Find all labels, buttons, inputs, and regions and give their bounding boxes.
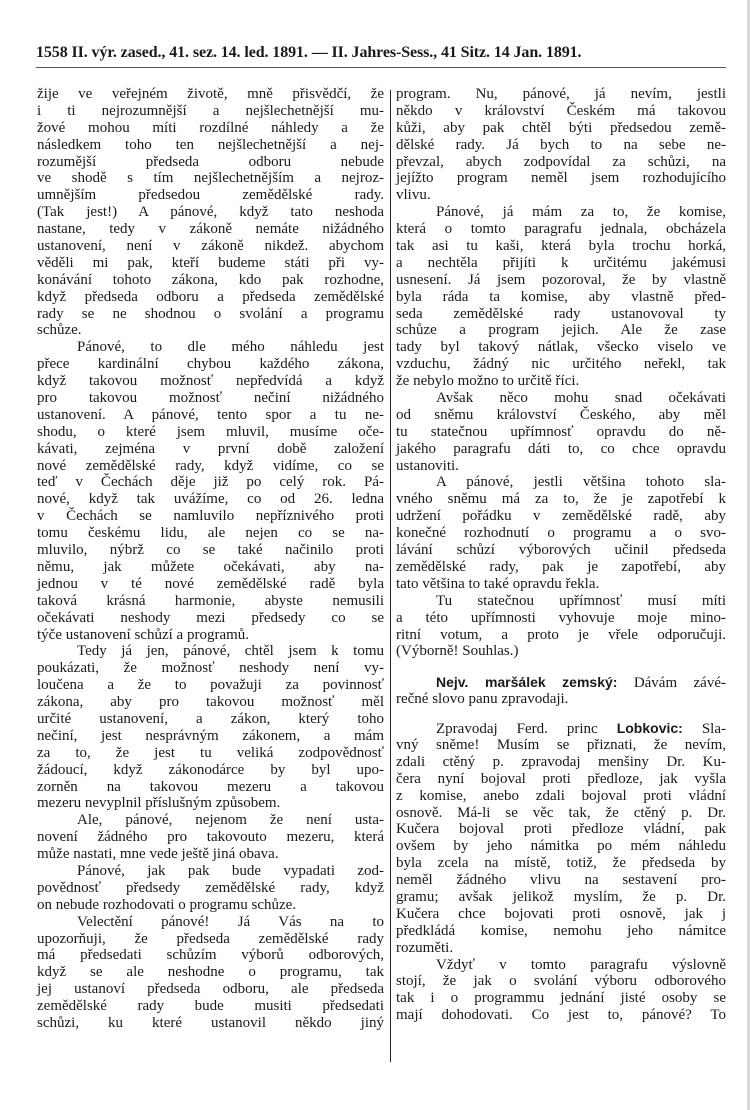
text-line: rečné slovo panu zpravodaji. [396, 691, 569, 708]
text-line: usnesení. Já jsem pozoroval, že by vlastně [396, 271, 726, 288]
text-line: vného sněmu má za to, že je zapotřebí k [396, 491, 726, 508]
paragraph [396, 957, 726, 1025]
text-line: udržení pořádku v zemědělské radě, aby [396, 508, 726, 525]
text-line: která o tomto paragrafu jednala, obcházela [396, 221, 726, 238]
speech-text: Sla- [682, 721, 726, 738]
paragraph [37, 812, 384, 863]
text-line: zemědělské rady bude musiti předsedati [37, 998, 384, 1015]
text-line: převzal, abych zodpovídal za schůzi, na [396, 153, 726, 170]
speaker-prefix: Zpravodaj Ferd. princ [436, 721, 617, 738]
text-line: taková krásná harmonie, abyste nemusili [37, 592, 384, 609]
text-line: lávání schůzí výborových učinil předseda [396, 542, 726, 559]
text-line: povědnosť předsedy zemědělské rady, když [37, 879, 384, 896]
speaker-name: Nejv. maršálek zemský: [436, 674, 618, 691]
text-line: v Čechách se namluvilo nepříznivého proti [37, 508, 384, 525]
text-line: tu statečnou upřímnosť opravdu do ně- [396, 423, 726, 440]
speaker-paragraph [396, 674, 726, 708]
paragraph [37, 643, 384, 812]
paragraph [37, 914, 384, 1032]
text-line: (Tak jest!) A pánové, když tato neshoda [37, 204, 384, 221]
text-line: rady se ne shodnou o svolání a programu [37, 305, 384, 322]
text-line: jakého paragrafu dáti to, co chce opravdu [396, 440, 726, 457]
text-line: žije ve veřejném životě, mně přisvědčí, že [37, 86, 384, 102]
text-line: předkládá komise, nemohu jeho námitce [396, 922, 726, 939]
text-line: upozorňuji, že předseda zemědělské rady [37, 930, 384, 947]
text-line: Pánové, jak pak bude vypadati zod- [77, 862, 384, 879]
paragraph [396, 86, 726, 204]
text-line: schůze. [37, 322, 82, 339]
text-line: A pánové, jestli většina tohoto sla- [436, 474, 726, 491]
text-line: Pánové, to dle mého náhledu jest [77, 339, 384, 356]
text-line: vlivu. [396, 187, 431, 204]
text-line: od sněmu království Českého, aby měl [396, 406, 726, 423]
header-rule [36, 67, 726, 68]
text-line: Kučera bojoval proti předloze vládní, pak [396, 821, 726, 838]
text-line: vzduchu, žádný nic určitého neřekl, tak [396, 356, 726, 373]
text-line: žádoucí, když zákonodárce by byl upo- [37, 761, 384, 778]
text-line: byla zcela na místě, totiž, že předseda by [396, 855, 726, 872]
paragraph [396, 390, 726, 474]
text-line: Tedy já jen, pánové, chtěl jsem k tomu [77, 643, 384, 660]
speech-text: Dávám závé- [617, 675, 726, 692]
text-line: že nebylo možno to určitě říci. [396, 373, 580, 390]
text-line: věděli mi pak, kteří budeme státi při vy- [37, 254, 384, 271]
text-line: němu, jak můžete očekávati, aby na- [37, 558, 384, 575]
text-line: když se ale neshodne o programu, tak [37, 964, 384, 981]
paragraph [396, 593, 726, 661]
text-line: nové zemědělské rady, když vidíme, co se [37, 457, 384, 474]
text-line: seda zemědělské rady ustanovoval ty [396, 305, 726, 322]
text-line: zdali ctěný p. zpravodaj menšiny Dr. Ku- [396, 753, 726, 770]
text-line: gramu; avšak jelikož myslím, že p. Dr. [396, 888, 726, 905]
text-line: Velectění pánové! Já Vás na to [77, 913, 384, 930]
text-line: tady byl takový nátlak, všecko viselo ve [396, 339, 726, 356]
text-line: rozuměti. [396, 939, 454, 956]
text-line: poukázati, že možnosť neshody není vy- [37, 660, 384, 677]
text-line: když předseda odboru a předseda zemědělské [37, 288, 384, 305]
text-line: ustanovení, není v zákoně nikdež. abychom [37, 238, 384, 255]
text-line: schůze a program jejich. Ale že zase [396, 322, 726, 339]
text-line: stojí, že jak o svolání výboru odborového [396, 973, 726, 990]
text-line: rozumější předseda odboru nebude [37, 153, 384, 170]
text-line: tato většina to také opravdu řekla. [396, 575, 600, 592]
text-line: žové mohou míti rozdílné náhledy a že [37, 119, 384, 136]
text-line: shodu, o které jsem mluvil, musíme oče- [37, 423, 384, 440]
text-line: Kučera chce bojovati proti osnově, jak j [396, 905, 726, 922]
text-line: Ale, pánové, nejenom že není usta- [77, 812, 384, 829]
text-line: někdo v království Českém má takovou [396, 102, 726, 119]
text-line: má předsedati schůzím výborů odborových, [37, 947, 384, 964]
paragraph [37, 339, 384, 643]
text-line: mají dohodovati. Co jest to, pánové? To [396, 1007, 726, 1024]
text-line: zorněn na takovou mezeru a takovou [37, 778, 384, 795]
text-line: schůzi, ku které ustanovil někdo jiný [37, 1014, 384, 1031]
text-line: Avšak něco mohu snad očekávati [436, 390, 726, 407]
column-divider [390, 90, 391, 1062]
text-line: ustanoviti. [396, 457, 459, 474]
text-line: když takovou možnosť nepředvídá a když [37, 373, 384, 390]
text-line: očekávati neshody mezi předsedy co se [37, 609, 384, 626]
text-line: přece kardinální chybou každého zákona, [37, 356, 384, 373]
text-line: určité ustanovení, a zákon, který toho [37, 710, 384, 727]
text-line: ve shodě s tím nejšlechetnějším a nejroz- [37, 170, 384, 187]
paragraph [396, 204, 726, 390]
text-line: Vždyť v tomto paragrafu výslovně [436, 956, 726, 973]
text-line: program. Nu, pánové, já nevím, jestli [396, 86, 726, 102]
text-line [396, 720, 726, 737]
text-line: tak i o programmu jednání jisté osoby se [396, 990, 726, 1007]
text-line: ustanovení. A pánové, tento spor a tu ne- [37, 406, 384, 423]
paragraph [396, 474, 726, 592]
text-line: tak asi tu kaši, která byla trochu horká, [396, 238, 726, 255]
speaker-paragraph [396, 720, 726, 956]
text-line: čera nyní bojoval proti předloze, jak vyšla [396, 770, 726, 787]
text-line: může nastati, mne vede ještě jiná obava. [37, 846, 279, 863]
text-line: za to, že jest tu veliká zodpovědnosť [37, 744, 384, 761]
text-line: loučena a že to považuji za povinnosť [37, 677, 384, 694]
text-line: ovšem by jeho námitka po mém náhledu [396, 838, 726, 855]
text-line: i ti nejrozumnější a nejšlechetnější mu- [37, 102, 384, 119]
text-line: mezeru nevyplnil příslušným způsobem. [37, 795, 281, 812]
text-line: zákona, aby pro takovou možnosť měl [37, 694, 384, 711]
text-line: konávání tohoto zákona, kdo pak rozhodne, [37, 271, 384, 288]
left-column [37, 86, 384, 1032]
page-header: 1558 II. výr. zased., 41. sez. 14. led. 1891. — II. Jahres-Sess., 41 Sitz. 14 Jan. 1891. [36, 44, 582, 61]
text-line: neměl žádného vlivu na sestavení pro- [396, 872, 726, 889]
text-line: jednou v té nové zemědělské radě byla [37, 575, 384, 592]
right-column [396, 86, 726, 1024]
speaker-name: Lobkovic: [616, 720, 683, 737]
text-line: konečné rozhodnutí o programu a o svo- [396, 525, 726, 542]
text-line: jej ustanoví předseda odboru, ale předseda [37, 981, 384, 998]
text-line: jejížto program neměl jsem rozhodujícího [396, 170, 726, 187]
text-line: zemědělské rady, pak je zapotřebí, aby [396, 558, 726, 575]
text-line: teď v Čechách děje již po celý rok. Pá- [37, 474, 384, 491]
text-line: kůži, aby pak chtěl býti předsedou země- [396, 119, 726, 136]
text-line: tomu českému lidu, ale nejen co se na- [37, 525, 384, 542]
text-line: on nebude rozhodovati o programu schůze. [37, 896, 297, 913]
text-line: novení žádného pro takovouto mezeru, která [37, 829, 384, 846]
text-line: Tu statečnou upřímnosť musí míti [436, 592, 726, 609]
text-line: umnějším předsedou zemědělské rady. [37, 187, 384, 204]
text-line: kávati, zejména v první době založení [37, 440, 384, 457]
text-line: osnově. Má-li se věc tak, že ctěný p. Dr. [396, 804, 726, 821]
text-line: ritní votum, a proto je vřele odporučuji. [396, 626, 726, 643]
text-line: z komise, anebo zdali bojoval proti vládní [396, 787, 726, 804]
text-line: pro takovou možnosť nečiní nižádného [37, 390, 384, 407]
text-line: nové, když tak uvážíme, co od 26. ledna [37, 491, 384, 508]
text-line: a této upřímnosti vyhovuje moje mino- [396, 609, 726, 626]
text-line: byla ráda ta komise, aby vlastně před- [396, 288, 726, 305]
text-line: týče ustanovení schůzí a programů. [37, 626, 250, 643]
text-line: mluvilo, nýbrž co se také načinilo proti [37, 542, 384, 559]
text-line: nastane, tedy v zákoně nemáte nižádného [37, 221, 384, 238]
text-line: vný sněme! Musím se přiznati, že nevím, [396, 736, 726, 753]
text-line: následkem toho ten nejšlechetnější a nej- [37, 136, 384, 153]
paragraph [37, 86, 384, 339]
text-line: (Výborně! Souhlas.) [396, 643, 519, 660]
text-line: Pánové, já mám za to, že komise, [436, 204, 726, 221]
paragraph [37, 863, 384, 914]
text-line: a nechtěla přijíti k určitému jakémusi [396, 254, 726, 271]
text-line: nečiní, jest nesprávným zákonem, a mám [37, 727, 384, 744]
text-line [396, 674, 726, 691]
text-line: dělské rady. Já bych to na sebe ne- [396, 136, 726, 153]
